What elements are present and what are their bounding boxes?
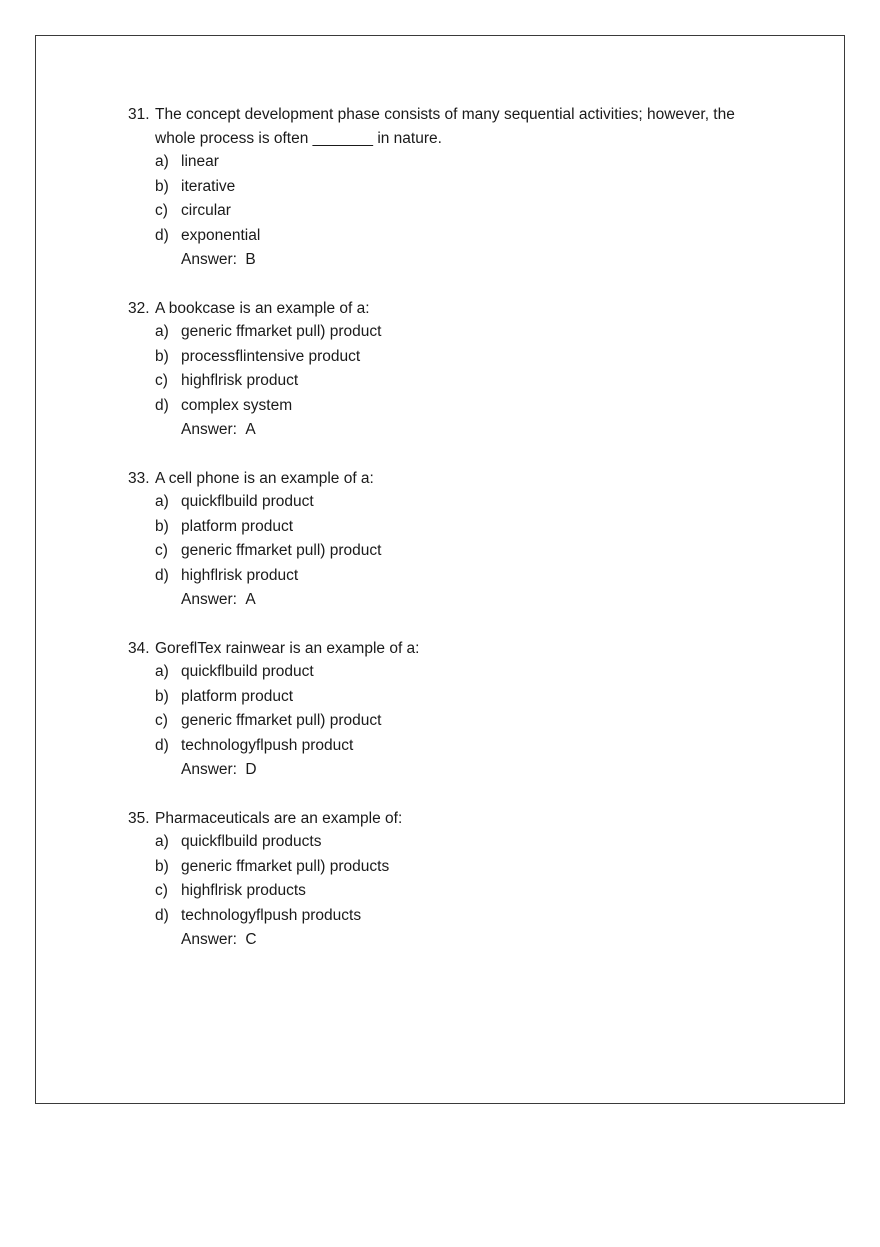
question-text: The concept development phase consists of many sequential activities; however, the whole process is often _______ in nature. xyxy=(155,106,735,147)
answer-label: Answer: xyxy=(181,931,237,948)
option-b xyxy=(155,175,768,200)
option-list xyxy=(155,660,768,758)
option-c xyxy=(155,709,768,734)
option-a xyxy=(155,830,768,855)
question-text: GoreflTex rainwear is an example of a: xyxy=(155,639,420,657)
option-c xyxy=(155,879,768,904)
option-text: platform product xyxy=(181,687,293,705)
question-number: 32. xyxy=(128,299,150,317)
question-32 xyxy=(128,297,768,442)
option-letter: a) xyxy=(155,493,169,510)
option-a xyxy=(155,150,768,175)
option-a xyxy=(155,320,768,345)
answer-value: A xyxy=(245,591,256,608)
option-letter: c) xyxy=(155,372,168,389)
option-d xyxy=(155,394,768,419)
option-letter: a) xyxy=(155,323,169,340)
option-text: highflrisk product xyxy=(181,372,299,389)
answer-line xyxy=(181,588,768,612)
question-number: 34. xyxy=(128,639,150,657)
option-b xyxy=(155,685,768,710)
option-letter: b) xyxy=(155,687,169,705)
option-text: quickflbuild products xyxy=(181,833,322,850)
option-text: generic ffmarket pull) product xyxy=(181,712,382,729)
answer-value: C xyxy=(245,931,257,948)
option-text: iterative xyxy=(181,177,236,195)
question-stem xyxy=(128,297,768,321)
option-c xyxy=(155,369,768,394)
option-text: technologyflpush product xyxy=(181,736,354,754)
option-letter: b) xyxy=(155,347,169,365)
option-letter: d) xyxy=(155,736,169,754)
option-letter: b) xyxy=(155,177,169,195)
option-letter: c) xyxy=(155,202,168,219)
option-letter: a) xyxy=(155,663,169,680)
option-letter: c) xyxy=(155,542,168,559)
question-stem xyxy=(128,637,768,661)
option-text: complex system xyxy=(181,396,293,414)
option-text: highflrisk product xyxy=(181,566,299,584)
option-letter: d) xyxy=(155,566,169,584)
option-text: quickflbuild product xyxy=(181,493,314,510)
answer-value: B xyxy=(245,251,256,268)
option-text: generic ffmarket pull) products xyxy=(181,857,390,875)
option-text: linear xyxy=(181,153,219,170)
question-33 xyxy=(128,467,768,612)
answer-value: D xyxy=(245,761,257,778)
question-stem xyxy=(128,467,768,491)
option-letter: a) xyxy=(155,833,169,850)
option-text: generic ffmarket pull) product xyxy=(181,542,382,559)
question-list xyxy=(128,103,768,977)
option-b xyxy=(155,345,768,370)
answer-line xyxy=(181,758,768,782)
option-list xyxy=(155,490,768,588)
question-text: Pharmaceuticals are an example of: xyxy=(155,809,403,827)
option-letter: d) xyxy=(155,226,169,244)
option-text: exponential xyxy=(181,226,261,244)
question-number: 33. xyxy=(128,469,150,487)
question-34 xyxy=(128,637,768,782)
option-c xyxy=(155,199,768,224)
option-text: technologyflpush products xyxy=(181,906,362,924)
answer-line xyxy=(181,418,768,442)
option-letter: b) xyxy=(155,517,169,535)
question-35 xyxy=(128,807,768,952)
question-number: 35. xyxy=(128,809,150,827)
answer-label: Answer: xyxy=(181,251,237,268)
option-letter: d) xyxy=(155,396,169,414)
option-a xyxy=(155,660,768,685)
question-number: 31. xyxy=(128,106,150,123)
option-text: circular xyxy=(181,202,231,219)
option-d xyxy=(155,564,768,589)
option-d xyxy=(155,734,768,759)
option-text: highflrisk products xyxy=(181,882,306,899)
option-text: quickflbuild product xyxy=(181,663,314,680)
question-text: A cell phone is an example of a: xyxy=(155,469,374,487)
option-b xyxy=(155,855,768,880)
answer-value: A xyxy=(245,421,256,438)
option-text: processflintensive product xyxy=(181,347,361,365)
option-text: platform product xyxy=(181,517,293,535)
question-stem xyxy=(128,807,768,831)
answer-line xyxy=(181,928,768,952)
option-c xyxy=(155,539,768,564)
option-b xyxy=(155,515,768,540)
option-a xyxy=(155,490,768,515)
answer-label: Answer: xyxy=(181,421,237,438)
question-stem xyxy=(128,103,768,150)
option-d xyxy=(155,904,768,929)
question-text: A bookcase is an example of a: xyxy=(155,299,370,317)
option-letter: a) xyxy=(155,153,169,170)
option-letter: d) xyxy=(155,906,169,924)
answer-label: Answer: xyxy=(181,761,237,778)
option-list xyxy=(155,320,768,418)
question-31 xyxy=(128,103,768,272)
option-letter: b) xyxy=(155,857,169,875)
option-letter: c) xyxy=(155,712,168,729)
option-letter: c) xyxy=(155,882,168,899)
option-list xyxy=(155,150,768,248)
answer-line xyxy=(181,248,768,272)
option-list xyxy=(155,830,768,928)
answer-label: Answer: xyxy=(181,591,237,608)
option-text: generic ffmarket pull) product xyxy=(181,323,382,340)
option-d xyxy=(155,224,768,249)
